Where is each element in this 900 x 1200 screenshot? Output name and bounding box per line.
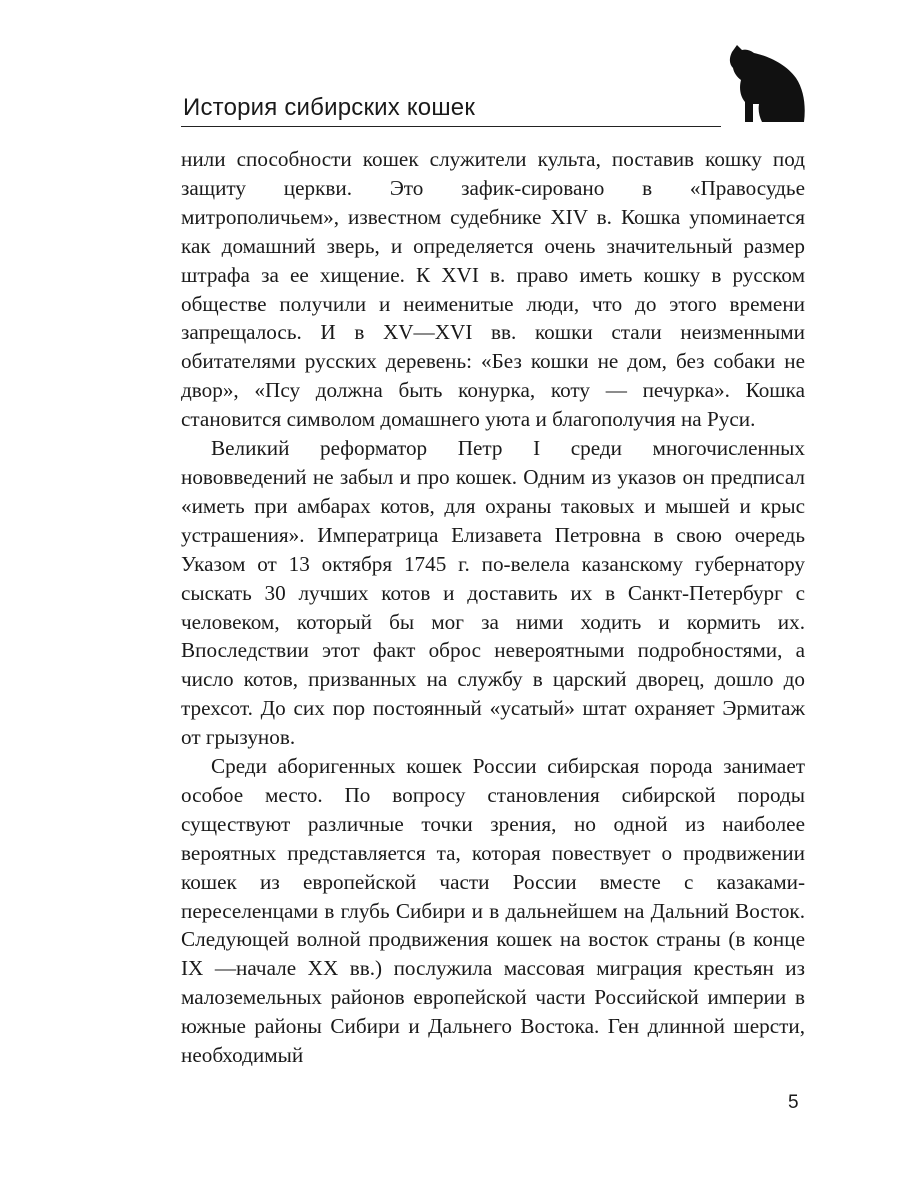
body-text — [181, 145, 805, 1070]
page-number: 5 — [788, 1092, 799, 1113]
paragraph: нили способности кошек служители культа, поставив кошку под защиту церкви. Это зафик-сировано в «Правосудье митрополичьем», известном судебнике XIV в. Кошка упоминается как домашний зверь, и определяется очень значительный размер штрафа за ее хищение. К XVI в. право иметь кошку в русском обществе получили и неименитые люди, что до этого времени запрещалось. И в XV—XVI вв. кошки стали неизменными обитателями русских деревень: «Без кошки не дом, без собаки не двор», «Псу должна быть конурка, коту — печурка». Кошка становится символом домашнего уюта и благополучия на Руси. — [181, 147, 805, 432]
running-header — [181, 82, 721, 127]
paragraph: Великий реформатор Петр I среди многочисленных нововведений не забыл и про кошек. Одним из указов он предписал «иметь при амбарах котов, для охраны таковых и мышей и крыс устрашения». Императрица Елизавета Петровна в свою очередь Указом от 13 октября 1745 г. по-велела казанскому губернатору сыскать 30 лучших котов и доставить их в Санкт-Петербург с человеком, который бы мог за ними ходить и кормить их. Впоследствии этот факт оброс невероятными подробностями, а число котов, призванных на службу в царский дворец, дошло до трехсот. До сих пор постоянный «усатый» штат охраняет Эрмитаж от грызунов. — [181, 436, 805, 750]
cat-silhouette-icon — [728, 44, 806, 124]
running-header-title: История сибирских кошек — [183, 94, 476, 121]
paragraph: Среди аборигенных кошек России сибирская порода занимает особое место. По вопросу становления сибирской породы существуют различные точки зрения, но одной из наиболее вероятных представляется та, которая повествует о продвижении кошек из европейской части России вместе с казаками-переселенцами в глубь Сибири и в дальнейшем на Дальний Восток. Следующей волной продвижения кошек на восток страны (в конце IX —начале XX вв.) послужила массовая миграция крестьян из малоземельных районов европейской части Российской империи в южные районы Сибири и Дальнего Востока. Ген длинной шерсти, необходимый — [181, 754, 805, 1068]
